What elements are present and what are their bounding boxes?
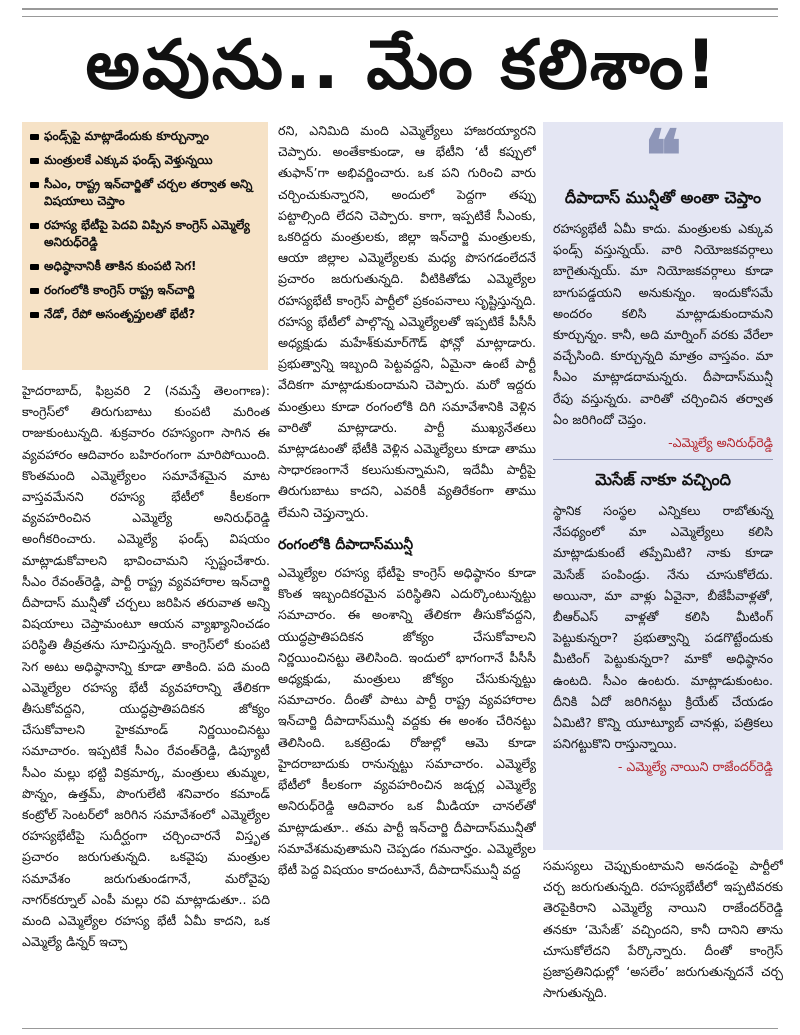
bullet-square-icon xyxy=(30,264,39,270)
quote-heading: దీపాదాస్ మున్షీతో అంతా చెప్తాం xyxy=(564,188,762,207)
highlight-item: రహస్య భేటీపై పెదవి విప్పిన కాంగ్రెస్ ఎమ్మెల్యే అనిరుధ్‌రెడ్డి xyxy=(30,217,264,251)
quote-mark-icon: ❝ xyxy=(644,114,682,197)
highlight-item: అధిష్ఠానానికీ తాకిన కుంపటి సెగ! xyxy=(30,258,264,275)
bottom-rule xyxy=(22,1028,778,1029)
bullet-square-icon xyxy=(30,182,39,188)
bullet-square-icon xyxy=(30,312,39,318)
bullet-square-icon xyxy=(30,158,39,164)
headline: అవును.. మేం కలిశాం! xyxy=(85,26,719,105)
bullet-square-icon xyxy=(30,134,39,140)
article-column-1 xyxy=(22,380,270,1020)
article-paragraph: హైదరాబాద్, ఫిబ్రవరి 2 (నమస్తే తెలంగాణ): కాంగ్రెస్‌లో తిరుగుబాటు కుంపటి మరింత రాజుకుంటున్నది. శుక్రవారం రహస్యంగా సాగిన ఈ వ్యవహారం ఆదివారం బహిరంగంగా మారిపోయింది. కొంతమంది ఎమ్మెల్యేలం సమావేశమైన మాట వాస్తవమేనని రహస్య భేటీలో కీలకంగా వ్యవహరించిన ఎమ్మెల్యే అనిరుధ్‌రెడ్డి అంగీకరించారు. ఎమ్మెల్యే ఫండ్స్ విషయం మాట్లాడుకోవాలని భావించామని స్పష్టంచేశారు. సీఎం రేవంత్‌రెడ్డి, పార్టీ రాష్ట్ర వ్యవహారాల ఇన్‌చార్జి దీపాదాస్ మున్షీతో చర్చలు జరిపిన తరువాత అన్ని విషయాలు చెప్తామంటూ ఆయన వ్యాఖ్యానించడం పరిస్థితి తీవ్రతను సూచిస్తున్నది. కాంగ్రెస్‌లో కుంపటి సెగ అటు అధిష్ఠానాన్ని కూడా తాకింది. పది మంది ఎమ్మెల్యేల రహస్య భేటీ వ్యవహారాన్ని తేలికగా తీసుకోవద్దని, యుద్ధప్రాతిపదికన జోక్యం చేసుకోవాలని హైకమాండ్ నిర్ణయించినట్టు సమాచారం. ఇప్పటికే సీఎం రేవంత్‌రెడ్డి, డిప్యూటీ సీఎం మల్లు భట్టి విక్రమార్క, మంత్రులు తుమ్మల, పొన్నం, ఉత్తమ్, పొంగులేటి శనివారం కమాండ్ కంట్రోల్ సెంటర్‌లో జరిగిన సమావేశంలో ఎమ్మెల్యేల రహస్యభేటీపై సుదీర్ఘంగా చర్చించారనే విస్తృత ప్రచారం జరుగుతున్నది. ఒకవైపు మంత్రుల సమావేశం జరుగుతుండగానే, మరోవైపు నాగర్‌కర్నూల్ ఎంపీ మల్లు రవి మాట్లాడుతూ.. పది మంది ఎమ్మెల్యేల రహస్య భేటీ ఏమీ కాదని, ఒక ఎమ్మెల్యే డిన్నర్ ఇచ్చా xyxy=(22,383,270,950)
quote-heading: మెసేజ్ నాకూ వచ్చింది xyxy=(595,470,731,490)
top-rule xyxy=(22,8,778,17)
section-subhead: రంగంలోకి దీపాదాస్‌మున్షీ xyxy=(278,536,414,553)
quote-divider xyxy=(553,459,773,460)
quote-body: రహస్యభేటీ ఏమీ కాదు. మంత్రులకు ఎక్కువ ఫండ్స్ వస్తున్నయ్. వారి నియోజకవర్గాలు బాగైతున్నయ్. మా నియోజకవర్గాలు కూడా బాగుపడ్డయని అనుకున్నం. ఇందుకోసమే అందరం కలిసి మాట్లాడుకుందామని కూర్చున్నం. కానీ, అది మార్నింగ్ వరకు వేరేలా వచ్చేసింది. కూర్చున్నది మాత్రం వాస్తవం. మా సీఎం మాట్లాడదామన్నరు. దీపాదాస్‌మున్షీ రేపు వస్తున్నరు. వారితో చర్చించిన తర్వాత ఏం జరిగిందో చెప్తం. xyxy=(553,221,773,427)
quote-signature: -ఎమ్మెల్యే అనిరుధ్‌రెడ్డి xyxy=(668,435,773,451)
article-column-3 xyxy=(543,855,783,1025)
highlight-item: మంత్రులకే ఎక్కువ ఫండ్స్ వెళ్తున్నయి xyxy=(30,152,264,169)
quote-body: స్థానిక సంస్థల ఎన్నికలు రాబోతున్న నేపథ్యంలో మా ఎమ్మెల్యేలు కలిసి మాట్లాడుకుంటే తప్పేమిటి? నాకు కూడా మెసేజ్ పంపిండ్రు. నేను చూసుకోలేదు. అయినా, మా వాళ్లు ఏవైనా, బీజేపీవాళ్లతో, బీఆర్‌ఎస్ వాళ్లతో కలిసి మీటింగ్ పెట్టుకున్నరా? ప్రభుత్వాన్ని పడగొట్టేందుకు మీటింగ్ పెట్టుకున్నరా? మాకో అధిష్ఠానం ఉంటది. సీఎం ఉంటరు. మాట్లాడుకుంటం. దీనికి ఏదో జరిగినట్టు క్రియేట్ చేయడం ఏమిటి? కొన్ని యూట్యూబ్ చానళ్లు, పత్రికలు పనిగట్టుకొని రాస్తున్నాయి. xyxy=(553,503,773,752)
highlight-item: నేడో, రేపో అసంతృప్తులతో భేటీ? xyxy=(30,306,264,323)
quote-box xyxy=(543,114,783,850)
bullet-square-icon xyxy=(30,288,39,294)
bullet-square-icon xyxy=(30,223,39,229)
highlight-item: సీఎం, రాష్ట్ర ఇన్‌చార్జితో చర్చల తర్వాత అన్ని విషయాలు చెప్తాం xyxy=(30,176,264,210)
highlight-item: ఫండ్స్‌పై మాట్లాడేందుకు కూర్చున్నాం xyxy=(30,128,264,145)
quote-signature: - ఎమ్మెల్యే నాయిని రాజేందర్‌రెడ్డి xyxy=(617,759,773,775)
article-paragraph: సమస్యలు చెప్పుకుంటామని అనడంపై పార్టీలో చర్చ జరుగుతున్నది. రహస్యభేటీలో ఇప్పటివరకు తెరపైకిరాని ఎమ్మెల్యే నాయిని రాజేందర్‌రెడ్డి తనకూ ‘మెసేజ్’ వచ్చిందని, కానీ దానిని తాను చూసుకోలేదని పేర్కొన్నారు. దీంతో కాంగ్రెస్ ప్రజాప్రతినిధుల్లో ‘అసలేం’ జరుగుతున్నదనే చర్చ సాగుతున్నది. xyxy=(543,858,783,1001)
article-paragraph: రని, ఎనిమిది మంది ఎమ్మెల్యేలు హాజరయ్యారని చెప్పారు. అంతేకాకుండా, ఆ భేటీని ‘టీ కప్పులో తుఫాన్’గా అభివర్ణించారు. ఒక పని గురించి వారు చర్చించుకున్నారని, అందులో పెద్దగా తప్పు పట్టాల్సింది లేదని చెప్పారు. కాగా, ఇప్పటికే సీఎంకు, ఒకరిద్దరు మంత్రులకు, జిల్లా ఇన్‌చార్జి మంత్రులకు, ఆయా జిల్లాల ఎమ్మెల్యేలకు మధ్య పొసగడంలేదనే ప్రచారం జరుగుతున్నది. వీటికితోడు ఎమ్మెల్యేల రహస్యభేటీ కాంగ్రెస్ పార్టీలో ప్రకంపనాలు సృష్టిస్తున్నది. రహస్య భేటీలో పాల్గొన్న ఎమ్మెల్యేలతో ఇప్పటికే పీసీసీ అధ్యక్షుడు మహేశ్‌కుమార్‌గౌడ్ ఫోన్లో మాట్లాడారు. ప్రభుత్వాన్ని ఇబ్బంది పెట్టవద్దని, ఏమైనా ఉంటే పార్టీ వేదికగా మాట్లాడుకుందామని చెప్పారు. మరో ఇద్దరు మంత్రులు కూడా రంగంలోకి దిగి సమావేశానికి వెళ్లిన వారితో మాట్లాడారు. పార్టీ ముఖ్యనేతలు మాట్లాడటంతో భేటీకి వెళ్లిన ఎమ్మెల్యేలు కూడా తాము సాధారణంగానే కలుసుకున్నామని, ఇదేమీ పార్టీపై తిరుగుబాటు కాదని, ఎవరికీ వ్యతిరేకంగా తాము లేమని చెప్తున్నారు. xyxy=(278,123,536,520)
highlight-item: రంగంలోకి కాంగ్రెస్ రాష్ట్ర ఇన్‌చార్జి xyxy=(30,282,264,299)
highlights-box xyxy=(22,122,268,370)
article-paragraph: ఎమ్మెల్యేల రహస్య భేటీపై కాంగ్రెస్ అధిష్ఠానం కూడా కొంత ఇబ్బందికరమైన పరిస్థితిని ఎదుర్కొంటున్నట్టు సమాచారం. ఈ అంశాన్ని తేలికగా తీసుకోవద్దని, యుద్ధప్రాతిపదికన జోక్యం చేసుకోవాలని నిర్ణయించినట్టు తెలిసింది. ఇందులో భాగంగానే పీసీసీ అధ్యక్షుడు, మంత్రులు జోక్యం చేసుకున్నట్టు సమాచారం. దీంతో పాటు పార్టీ రాష్ట్ర వ్యవహారాల ఇన్‌చార్జి దీపాదాస్‌మున్షీ వద్దకు ఈ అంశం చేరినట్టు తెలిసింది. ఒకట్రెండు రోజుల్లో ఆమె కూడా హైదరాబాదుకు రానున్నట్టు సమాచారం. ఎమ్మెల్యే భేటీలో కీలకంగా వ్యవహరించిన జడ్చర్ల ఎమ్మెల్యే అనిరుధ్‌రెడ్డి ఆదివారం ఒక మీడియా చానల్‌తో మాట్లాడుతూ.. తమ పార్టీ ఇన్‌చార్జి దీపాదాస్‌మున్షీతో సమావేశమవుతామని చెప్పడం గమనార్హం. ఎమ్మెల్యేల భేటీ పెద్ద విషయం కాదంటూనే, దీపాదాస్‌మున్షీ వద్ద xyxy=(278,565,536,877)
article-column-2 xyxy=(278,120,536,1020)
